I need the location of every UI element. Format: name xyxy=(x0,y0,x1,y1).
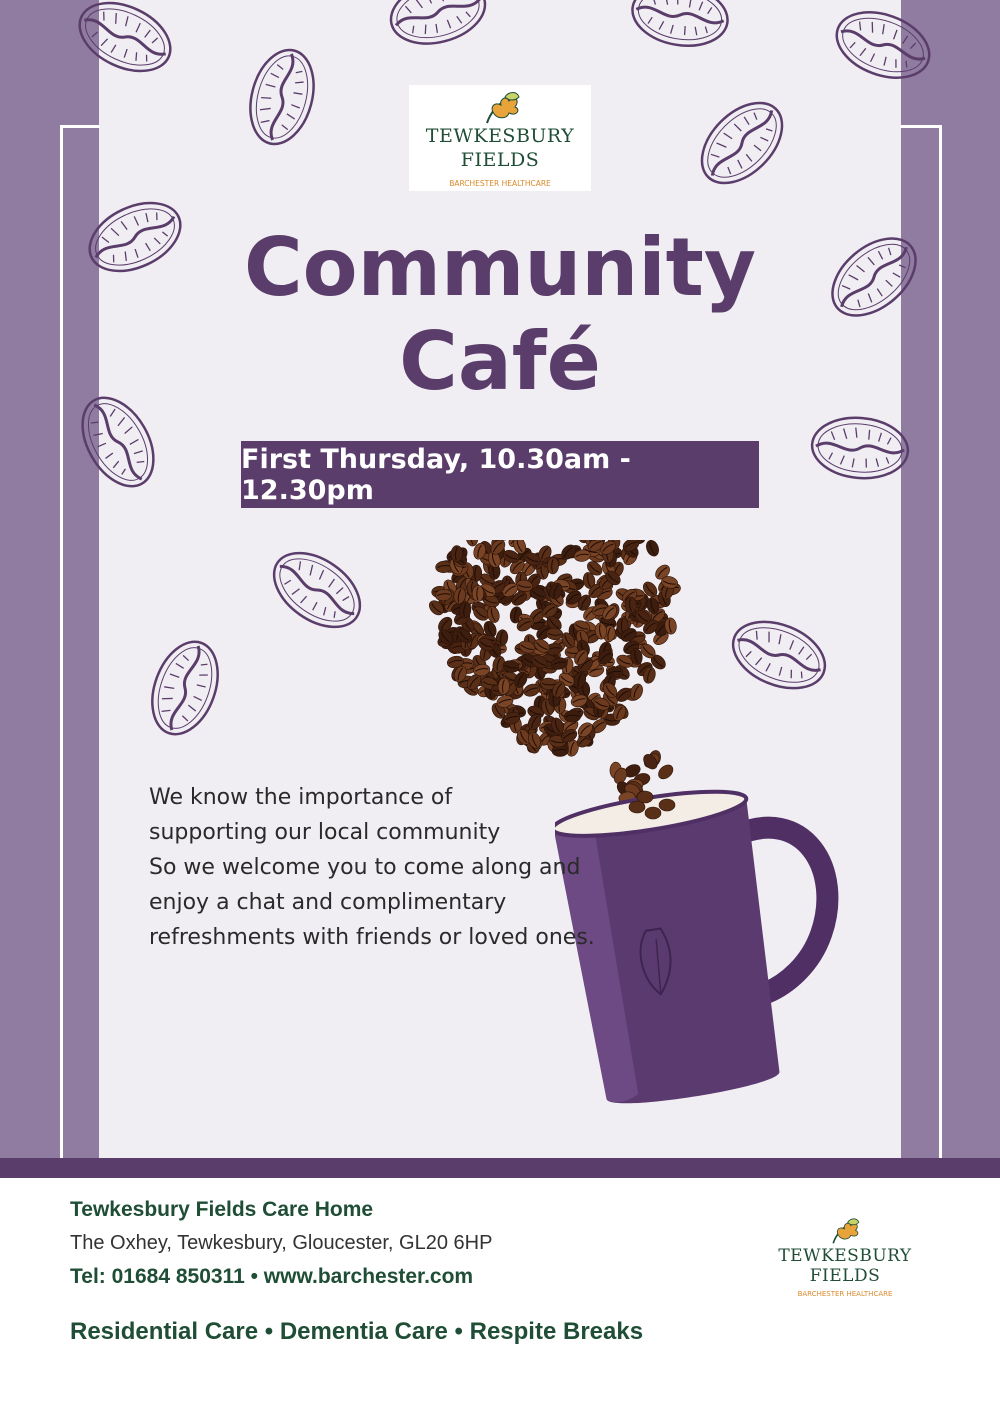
oak-leaf-icon xyxy=(826,1216,866,1248)
footer xyxy=(0,1178,1000,1402)
description xyxy=(149,780,629,955)
description-line: So we welcome you to come along and xyxy=(149,855,581,880)
coffee-bean xyxy=(564,710,581,722)
coffee-bean xyxy=(472,585,484,602)
footer-logo-tagline: BARCHESTER HEALTHCARE xyxy=(797,1290,893,1298)
coffee-bean-icon xyxy=(803,408,918,488)
coffee-bean-icon xyxy=(235,35,330,160)
coffee-bean xyxy=(547,557,559,574)
logo-name-line1: TEWKESBURY xyxy=(425,125,575,147)
coffee-bean xyxy=(656,762,676,782)
coffee-bean xyxy=(644,540,661,558)
frame-line-left xyxy=(60,125,63,1158)
services-list: Residential Care • Dementia Care • Respite Breaks xyxy=(70,1318,644,1345)
address: The Oxhey, Tewkesbury, Gloucester, GL20 6HP xyxy=(70,1232,493,1254)
coffee-bean-icon xyxy=(722,608,837,703)
logo-name-line2: FIELDS xyxy=(460,149,540,171)
logo xyxy=(409,85,591,191)
coffee-bean-icon xyxy=(383,0,493,50)
care-home-name: Tewkesbury Fields Care Home xyxy=(70,1198,374,1221)
logo-tagline: BARCHESTER HEALTHCARE xyxy=(449,179,551,188)
description-line: enjoy a chat and complimentary xyxy=(149,890,507,915)
contact-details[interactable]: Tel: 01684 850311 • www.barchester.com xyxy=(70,1265,474,1288)
frame-line-left-top xyxy=(60,125,100,128)
coffee-bean-icon xyxy=(828,5,938,85)
page-title-line1: Community xyxy=(243,221,757,314)
footer-logo xyxy=(760,1214,930,1304)
description-line: refreshments with friends or loved ones. xyxy=(149,925,595,950)
coffee-bean-icon xyxy=(70,0,180,75)
divider-band xyxy=(0,1158,1000,1178)
footer-logo-line2: FIELDS xyxy=(809,1266,881,1286)
coffee-bean-icon xyxy=(690,88,795,198)
page-title-line2: Café xyxy=(399,315,601,408)
frame-line-right xyxy=(939,125,942,1158)
coffee-bean-icon xyxy=(620,0,740,60)
coffee-bean-icon xyxy=(140,628,230,748)
description-line: supporting our local community xyxy=(149,820,501,845)
schedule-text: First Thursday, 10.30am - 12.30pm xyxy=(241,443,631,506)
oak-leaf-icon xyxy=(481,89,525,129)
footer-logo-line1: TEWKESBURY xyxy=(778,1246,912,1266)
frame-line-right-top xyxy=(900,125,942,128)
coffee-bean-icon xyxy=(265,540,370,640)
description-line: We know the importance of xyxy=(149,785,453,810)
schedule-banner xyxy=(241,441,759,508)
